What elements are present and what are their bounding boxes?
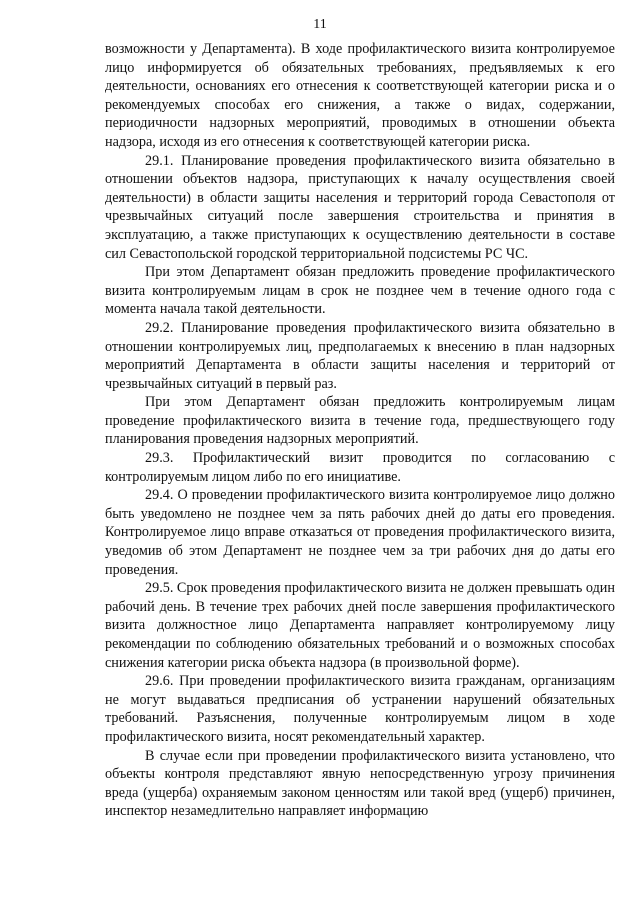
paragraph-29-1-note: При этом Департамент обязан предложить проведение профилактического визита контролируемым лицам в срок не позднее чем в течение одного года с момента начала такой деятельности. [105,264,615,318]
paragraph-threat-case: В случае если при проведении профилактического визита установлено, что объекты контроля представляют явную непосредственную угрозу причинения вреда (ущерба) охраняемым законом ценностям или такой вред (ущерб) причинен, инспектор незамедлительно направляет информацию [105,747,615,820]
paragraph-continuation: возможности у Департамента). В ходе профилактического визита контролируемое лицо информируется об обязательных требованиях, предъявляемых к его деятельности, основаниях его отнесения к соответствующей категории риска и о рекомендуемых способах его снижения, а также о видах, содержании, периодичности надзорных мероприятий, проводимых в отношении объекта надзора, исходя из его отнесения к соответствующей категории риска. [105,41,615,150]
paragraph-29-2: 29.2. Планирование проведения профилактического визита обязательно в отношении контролируемых лиц, предполагаемых к внесению в план надзорных мероприятий Департамента в области защиты населения и территорий от чрезвычайных ситуаций в первый раз. [105,319,615,392]
paragraph-29-5: 29.5. Срок проведения профилактического визита не должен превышать один рабочий день. В течение трех рабочих дней после завершения профилактического визита должностное лицо Департамента направляет контролируемому лицу рекомендации по соблюдению обязательных требований и о возможных способах снижения категории риска объекта надзора (в произвольной форме). [105,580,615,671]
paragraph-29-4: 29.4. О проведении профилактического визита контролируемое лицо должно быть уведомлено не позднее чем за пять рабочих дней до даты его проведения. Контролируемое лицо вправе отказаться от проведения профилактического визита, уведомив об этом Департамент не позднее чем за три рабочих дня до даты его проведения. [105,487,615,578]
document-body [105,40,615,821]
paragraph-29-1: 29.1. Планирование проведения профилактического визита обязательно в отношении объектов надзора, приступающих к началу осуществления своей деятельности) в области защиты населения и территорий города Севастополя от чрезвычайных ситуаций после завершения строительства и принятия в эксплуатацию, а также приступающих к осуществлению деятельности в составе сил Севастопольской городской территориальной подсистемы РС ЧС. [105,152,615,262]
paragraph-29-2-note: При этом Департамент обязан предложить контролируемым лицам проведение профилактического визита в течение года, предшествующего году планирования проведения надзорных мероприятий. [105,394,615,448]
paragraph-29-3: 29.3. Профилактический визит проводится по согласованию с контролируемым лицом либо по его инициативе. [105,450,615,485]
paragraph-29-6: 29.6. При проведении профилактического визита гражданам, организациям не могут выдаваться предписания об устранении нарушений обязательных требований. Разъяснения, полученные контролируемым лицом в ходе профилактического визита, носят рекомендательный характер. [105,673,615,745]
page-number: 11 [313,17,327,32]
